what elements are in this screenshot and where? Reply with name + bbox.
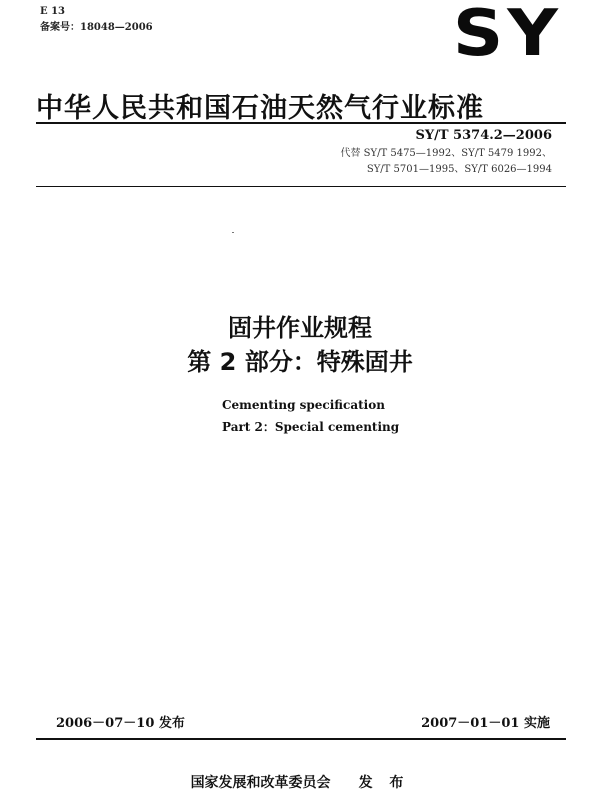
document-header-codes [40,4,153,36]
replaces-line-1: 代替 SY/T 5475—1992、SY/T 5479 1992、 [340,148,552,159]
replaces-line-2: SY/T 5701—1995、SY/T 6026—1994 [366,164,552,175]
issue-date: 2006－07－10 发布 [56,716,185,731]
issuing-authority: 国家发展和改革委员会 [190,775,331,791]
sy-logo: SY [452,0,562,71]
header-bottom-divider [36,186,566,187]
document-title-en-line1: Cementing specification [222,398,385,412]
standard-number: SY/T 5374.2—2006 [415,128,552,143]
header-divider [36,122,566,124]
issuer-verb: 发 布 [358,775,410,791]
industry-standard-title: 中华人民共和国石油天然气行业标准 [36,93,484,124]
document-title-en-line2: Part 2：Special cementing [222,420,400,434]
issuer-line [0,772,600,792]
scan-speck [232,232,234,233]
effective-date: 2007－01－01 实施 [421,716,550,731]
filing-number: 备案号：18048—2006 [40,22,153,33]
document-title-cn-line1: 固井作业规程 [228,314,372,342]
replaces-standards [341,146,553,178]
classification-code: E 13 [40,6,66,17]
footer-divider [36,738,566,740]
document-title-cn-line2: 第 2 部分：特殊固井 [187,348,413,376]
